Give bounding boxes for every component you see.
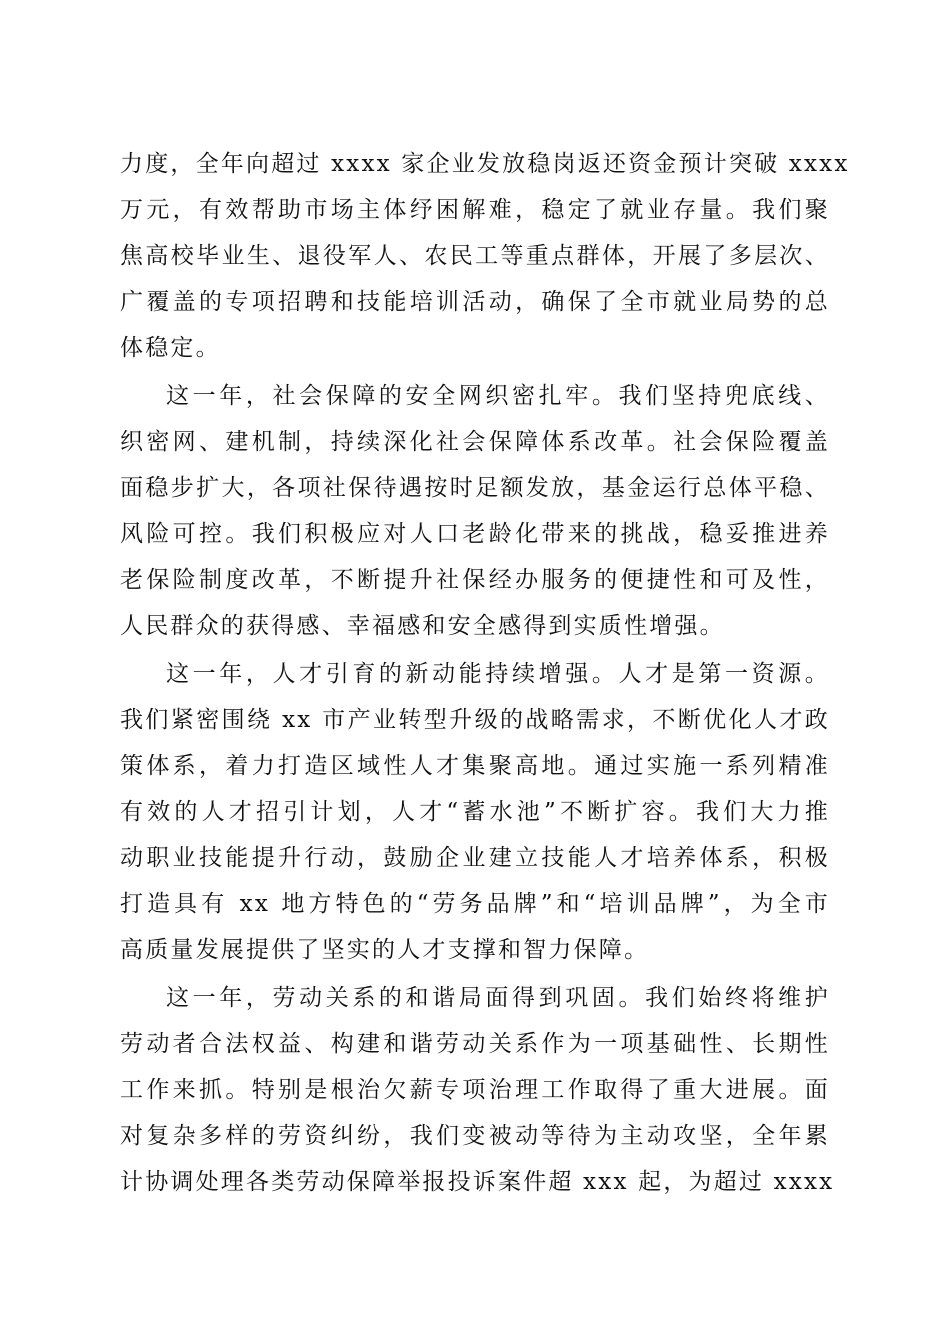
text-line: 高质量发展提供了坚实的人才支撑和智力保障。	[120, 937, 650, 963]
text-line: 我们紧密围绕 xx 市产业转型升级的战略需求，不断优化人才政	[120, 707, 830, 733]
paragraph-first-line: 这一年，社会保障的安全网织密扎牢。我们坚持兜底线、	[166, 383, 830, 409]
text-line: 体稳定。	[120, 335, 221, 361]
text-line: 对复杂多样的劳资纠纷，我们变被动等待为主动攻坚，全年累	[120, 1123, 830, 1149]
paragraph-first-line: 这一年，人才引育的新动能持续增强。人才是第一资源。	[166, 661, 830, 687]
text-line: 焦高校毕业生、退役军人、农民工等重点群体，开展了多层次、	[120, 243, 830, 269]
text-line: 人民群众的获得感、幸福感和安全感得到实质性增强。	[120, 613, 725, 639]
text-line: 老保险制度改革，不断提升社保经办服务的便捷性和可及性，	[120, 567, 830, 593]
text-line: 风险可控。我们积极应对人口老龄化带来的挑战，稳妥推进养	[120, 521, 830, 547]
text-line: 广覆盖的专项招聘和技能培训活动，确保了全市就业局势的总	[120, 289, 830, 315]
text-line: 有效的人才招引计划，人才“蓄水池”不断扩容。我们大力推	[120, 799, 830, 825]
text-line: 动职业技能提升行动，鼓励企业建立技能人才培养体系，积极	[120, 845, 830, 871]
text-line: 打造具有 xx 地方特色的“劳务品牌”和“培训品牌”，为全市	[120, 891, 830, 917]
text-line: 工作来抓。特别是根治欠薪专项治理工作取得了重大进展。面	[120, 1077, 830, 1103]
text-line: 策体系，着力打造区域性人才集聚高地。通过实施一系列精准	[120, 753, 830, 779]
text-line: 力度，全年向超过 xxxx 家企业发放稳岗返还资金预计突破 xxxx	[120, 151, 850, 177]
text-line: 计协调处理各类劳动保障举报投诉案件超 xxx 起，为超过 xxxx	[120, 1169, 835, 1195]
text-line: 劳动者合法权益、构建和谐劳动关系作为一项基础性、长期性	[120, 1031, 830, 1057]
text-line: 面稳步扩大，各项社保待遇按时足额发放，基金运行总体平稳、	[120, 475, 830, 501]
text-line: 织密网、建机制，持续深化社会保障体系改革。社会保险覆盖	[120, 429, 830, 455]
paragraph-first-line: 这一年，劳动关系的和谐局面得到巩固。我们始终将维护	[166, 985, 830, 1011]
text-line: 万元，有效帮助市场主体纾困解难，稳定了就业存量。我们聚	[120, 197, 830, 223]
